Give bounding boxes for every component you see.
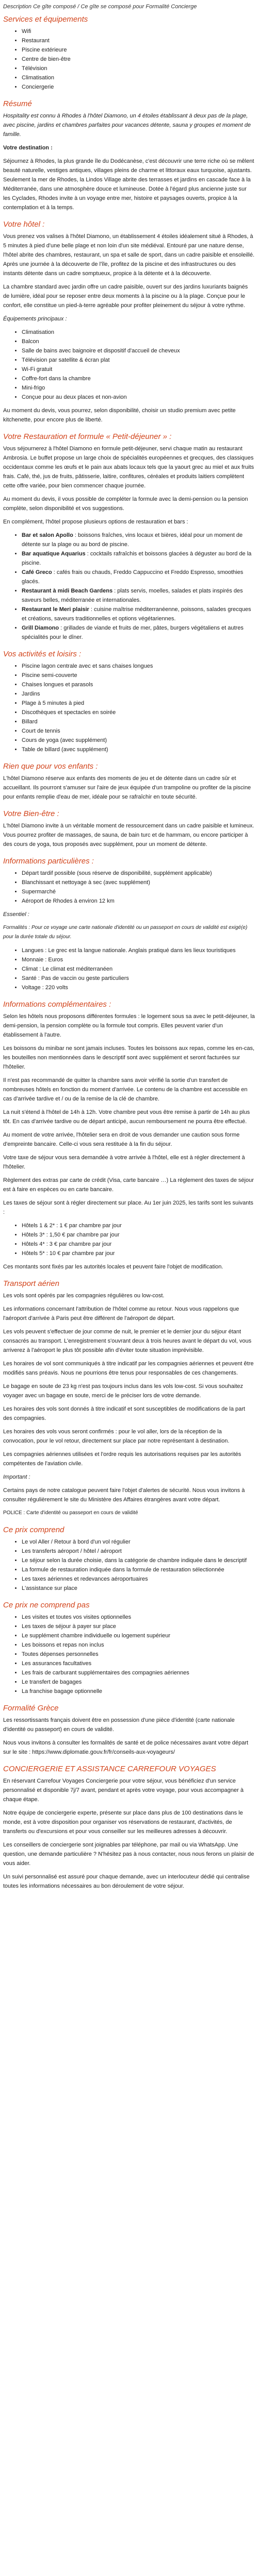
list-item: • Climat : Le climat est méditerranéen xyxy=(22,964,255,974)
conciergerie-heading: CONCIERGERIE ET ASSISTANCE CARREFOUR VOYAGES xyxy=(3,1765,216,1773)
equipment-intro: Équipements principaux : xyxy=(3,316,67,322)
list-item: • Centre de bien-être xyxy=(22,55,255,64)
transport-paragraph: Les compagnies aériennes utilisées et l'ordre requis les autorisations requises par les autorités compétentes de l'aviation civile. xyxy=(3,1451,241,1467)
complementaires-paragraph: Ces montants sont fixés par les autorités locales et peuvent faire l'objet de modification. xyxy=(3,1264,223,1270)
list-item: • Discothèques et spectacles en soirée xyxy=(22,708,255,717)
room-paragraph: La chambre standard avec jardin offre un cadre paisible, ouvert sur des jardins luxuriants baignés de lumière, idéal pour se reposer entre deux moments à la piscine ou à la plage. Conçue pour le confort, elle constitue un pied-à-terre agréable pour profiter pleinement du séjour à votre rythme. xyxy=(3,284,248,309)
complementaires-heading: Informations complémentaires : xyxy=(3,1000,111,1009)
list-item: • Salle de bains avec baignoire et dispositif d'accueil de cheveux xyxy=(22,346,255,355)
list-item: • Supermarché xyxy=(22,887,255,896)
transport-paragraph: Les horaires des vols sont donnés à titre indicatif et sont susceptibles de modifications de la part des compagnies. xyxy=(3,1406,245,1421)
list-item: • Langues : Le grec est la langue nationale. Anglais pratiqué dans les lieux touristiques xyxy=(22,946,255,955)
list-item: • Le vol Aller / Retour à bord d'un vol régulier xyxy=(22,1537,255,1547)
essentiel-label: Essentiel : xyxy=(3,911,29,918)
list-item: • Voltage : 220 volts xyxy=(22,983,255,992)
list-item: • Les taxes de séjour à payer sur place xyxy=(22,1622,255,1631)
resume-paragraph: Hospitality est connu à Rhodes à l'hôtel Diamono, un 4 étoiles établissant à deux pas de la plage, avec piscine, jardins et chambres parfaites pour vacances détente, sauna y groupes et moment de famille. xyxy=(3,113,251,138)
list-item: • Billard xyxy=(22,717,255,726)
list-item: • Plage à 5 minutes à pied xyxy=(22,699,255,708)
transport-paragraph: Les vols sont opérés par les compagnies régulières ou low-cost. xyxy=(3,1293,165,1299)
prix-ne-comprend-heading: Ce prix ne comprend pas xyxy=(3,1601,90,1609)
intro-text: Description Ce gîte composé / Ce gîte se composé pour Formalité Concierge xyxy=(3,4,197,10)
list-item: • Balcon xyxy=(22,337,255,346)
infos-heading: Informations particulières : xyxy=(3,857,94,866)
list-item: • Télévision par satellite & écran plat xyxy=(22,355,255,365)
list-item: • Santé : Pas de vaccin ou geste particuliers xyxy=(22,974,255,983)
activites-list xyxy=(3,662,255,754)
restauration-paragraph: Vous séjournerez à l'hôtel Diamono en formule petit-déjeuner, servi chaque matin au restaurant Ambrosia. Le buffet propose un large choix de spécialités européennes et grecques, des classiques occidentaux comme les œufs et le pain aux abats locaux tels que la yaourt grec au miel et aux fruits frais. Café, thé, jus de fruits, pâtisserie, laitire, confitures, céréales et produits laitiers complètent cette offre variée, pour bien commencer chaque journée. xyxy=(3,446,254,489)
list-item: • L'assistance sur place xyxy=(22,1584,255,1593)
formalite-paragraph: Nous vous invitons à consulter les formalités de santé et de police nécessaires avant votre départ sur le site : https://www.diplomatie.gouv.fr/fr/conseils-aux-voyageurs/ xyxy=(3,1740,249,1755)
important-label: Important : xyxy=(3,1474,30,1480)
destination-paragraph: Séjournez à Rhodes, la plus grande île du Dodécanèse, c'est découvrir une terre riche où se mêlent beauté naturelle, vestiges antiques, villages pleins de charme et littoraux eaux turquoise, ajustants. Seulement la mer de Rhodes, la Lindos Village abrite des terrasses et jardins en cascade face à la Méditerranée, dans une atmosphère douce et lumineuse. Dotée à l'égard plus ancienne juste sur les Cyclades, Rhodes invite à un voyage entre mer, histoire et paysages ouverts, propice à la contemplation et à la temps. xyxy=(3,158,254,211)
conciergerie-paragraph: Un suivi personnalisé est assuré pour chaque demande, avec un interlocuteur dédié qui centralise toutes les informations nécessaires au bon déroulement de votre séjour. xyxy=(3,1874,250,1889)
transport-paragraph: Le bagage en soute de 23 kg n'est pas toujours inclus dans les vols low-cost. Si vous souhaitez voyager avec un bagage en soute, merci de le préciser lors de votre demande. xyxy=(3,1383,243,1399)
list-item: • Climatisation xyxy=(22,328,255,337)
transport-paragraph: Les horaires de vol sont communiqués à titre indicatif par les compagnies aériennes et peuvent être modifiés sans préavis. Nous ne pourrions être tenus pour responsables de ces changements. xyxy=(3,1361,254,1376)
infos-list xyxy=(3,869,255,906)
restauration-paragraph: En complément, l'hôtel propose plusieurs options de restauration et bars : xyxy=(3,519,188,525)
prix-comprend-heading: Ce prix comprend xyxy=(3,1526,64,1534)
list-item: • Hôtels 4* : 3 € par chambre par jour xyxy=(22,1240,255,1249)
list-item: • Les boissons et repas non inclus xyxy=(22,1640,255,1650)
complementaires-paragraph: La nuit s'étend à l'hôtel de 14h à 12h. Votre chambre peut vous être remise à partir de 14h au plus tôt. En cas d'arrivée tardive ou de départ anticipé, aucun remboursement ne pourra être effectué. xyxy=(3,1109,250,1125)
essentiel-list xyxy=(3,946,255,992)
complementaires-paragraph: Au moment de votre arrivée, l'hôtelier sera en droit de vous demander une caution sous forme d'empreinte bancaire. Celle-ci vous sera restituée à la fin du séjour. xyxy=(3,1132,240,1147)
transport-heading: Transport aérien xyxy=(3,1279,59,1288)
resume-heading: Résumé xyxy=(3,99,32,108)
list-item: • Cours de yoga (avec supplément) xyxy=(22,736,255,745)
important-paragraph: Certains pays de notre catalogue peuvent faire l'objet d'alertes de sécurité. Nous vous invitons à consulter régulièrement le site du Ministère des Affaires étrangères avant votre départ. xyxy=(3,1487,245,1503)
list-item: • Hôtels 1 & 2* : 1 € par chambre par jour xyxy=(22,1221,255,1230)
hotel-paragraph: Vous prenez vos valises à l'hôtel Diamono, un établissement 4 étoiles idéalement situé à Rhodes, à 5 minutes à pied d'une belle plage et non loin d'un site médiéval. Entouré par une nature dense, l'hôtel abrite des chambres, restaurant, un spa et salle de sport, dans un cadre paisible et ensoleillé. Après une journée à la découverte de l'île, profitez de la piscine et des infrastructures ou des instants détente dans un cadre somptueux, propice à la détente et à la découverte. xyxy=(3,233,254,277)
prix-ne-comprend-list xyxy=(3,1613,255,1696)
list-item: • Conçue pour au deux places et non-avion xyxy=(22,393,255,402)
bienetre-paragraph: L'hôtel Diamono invite à un véritable moment de ressourcement dans un cadre paisible et lumineux. Vous pourrez profiter de massages, de sauna, de bain turc et de hammam, ou encore participer à des cours de yoga, tous proposés avec supplément, pour un moment de détente. xyxy=(3,823,254,848)
tax-list xyxy=(3,1221,255,1258)
conciergerie-paragraph: Notre équipe de conciergerie experte, présente sur place dans plus de 100 destinations dans le monde, est à votre disposition pour organiser vos réservations de restaurant, d'activités, de transferts ou d'excursions et pour vous conseiller sur les meilleures adresses à découvrir. xyxy=(3,1810,243,1835)
list-item: • Mini-frigo xyxy=(22,383,255,393)
list-item: • Wifi xyxy=(22,27,255,36)
list-item: • Piscine lagon centrale avec et sans chaises longues xyxy=(22,662,255,671)
list-item: • Piscine extérieure xyxy=(22,45,255,55)
enfants-paragraph: L'hôtel Diamono réserve aux enfants des moments de jeu et de détente dans un cadre sûr et accueillant. Ils pourront s'amuser sur l'aire de jeux équipée d'un trampoline ou profiter de la piscine pour enfants remplie d'eau de mer, idéale pour se rafraîchir en toute sécurité. xyxy=(3,775,251,800)
list-item: • Chaises longues et parasols xyxy=(22,680,255,689)
list-item: • La formule de restauration indiquée dans la formule de restauration sélectionnée xyxy=(22,1565,255,1574)
list-item: • Le transfert de bagages xyxy=(22,1677,255,1687)
list-item: • Coffre-fort dans la chambre xyxy=(22,374,255,383)
list-item: • Café Greco : cafés frais ou chauds, Freddo Cappuccino et Freddo Espresso, smoothies glacés. xyxy=(22,568,255,586)
list-item: • Court de tennis xyxy=(22,726,255,736)
services-heading: Services et équipements xyxy=(3,15,88,24)
list-item: • Wi-Fi gratuit xyxy=(22,365,255,374)
destination-label: Votre destination : xyxy=(3,145,53,151)
services-list xyxy=(3,27,255,92)
conciergerie-paragraph: Les conseillers de conciergerie sont joignables par téléphone, par mail ou via WhatsApp. Une question, une demande particulière ? N'hésitez pas à nous contacter, nous nous ferons un plaisir de vous aider. xyxy=(3,1842,254,1867)
list-item: • Le séjour selon la durée choisie, dans la catégorie de chambre indiquée dans le descriptif xyxy=(22,1556,255,1565)
list-item: • Conciergerie xyxy=(22,82,255,92)
enfants-heading: Rien que pour vos enfants : xyxy=(3,762,98,771)
list-item: • Le supplément chambre individuelle ou logement supérieur xyxy=(22,1631,255,1640)
transport-paragraph: Les informations concernant l'attribution de l'hôtel comme au retour. Nous vous rappelons que l'aéroport d'arrivée à Paris peut être différent de l'aéroport de départ. xyxy=(3,1306,239,1321)
list-item: • Table de billard (avec supplément) xyxy=(22,745,255,754)
restaurant-list xyxy=(3,531,255,642)
list-item: • Hôtels 5* : 10 € par chambre par jour xyxy=(22,1249,255,1258)
list-item: • Piscine semi-couverte xyxy=(22,671,255,680)
transport-paragraph: Les horaires des vols vous seront confirmés : pour le vol aller, lors de la réception de la convocation, pour le vol retour, directement sur place par notre représentant à destination. xyxy=(3,1429,230,1444)
list-item: • Les frais de carburant supplémentaires des compagnies aériennes xyxy=(22,1668,255,1677)
list-item: • Climatisation xyxy=(22,73,255,82)
essentiel-paragraph: Formalités : Pour ce voyage une carte nationale d'identité ou un passeport en cours de validité est exigé(e) pour la durée totale du séjour. xyxy=(3,925,248,940)
list-item: • Les assurances facultatives xyxy=(22,1659,255,1668)
list-item: • Blanchissant et nettoyage à sec (avec supplément) xyxy=(22,878,255,887)
prix-comprend-list xyxy=(3,1537,255,1593)
list-item: • Aéroport de Rhodes à environ 12 km xyxy=(22,896,255,906)
complementaires-paragraph: Les boissons du minibar ne sont jamais incluses. Toutes les boissons aux repas, comme les en-cas, les bouteilles non mentionnées dans le descriptif sont avec supplément et seront facturées sur l'hôtelier. xyxy=(3,1045,255,1070)
list-item: • Grill Diamono : grillades de viande et fruits de mer, pâtes, burgers végétaliens et autres spécialités pour le dîner. xyxy=(22,623,255,642)
list-item: • Bar aquatique Aquarius : cocktails rafraîchis et boissons glacées à déguster au bord de la piscine. xyxy=(22,549,255,568)
restauration-heading: Votre Restauration et formule « Petit-déjeuner » : xyxy=(3,432,172,441)
list-item: • Les visites et toutes vos visites optionnelles xyxy=(22,1613,255,1622)
list-item: • Hôtels 3* : 1,50 € par chambre par jour xyxy=(22,1230,255,1240)
list-item: • Toutes dépenses personnelles xyxy=(22,1650,255,1659)
formalite-paragraph: Les ressortissants français doivent être en possession d'une pièce d'identité (carte nationale d'identité ou passeport) en cours de validité. xyxy=(3,1717,235,1733)
hotel-heading: Votre hôtel : xyxy=(3,220,45,229)
complementaires-paragraph: Votre taxe de séjour vous sera demandée à votre arrivée à l'hôtel, elle est à régler directement à l'hôtelier. xyxy=(3,1155,245,1170)
list-item: • Télévision xyxy=(22,64,255,73)
list-item: • Les transferts aéroport / hôtel / aéroport xyxy=(22,1547,255,1556)
list-item: • La franchise bagage optionnelle xyxy=(22,1687,255,1696)
complementaires-paragraph: Règlement des extras par carte de crédit (Visa, carte bancaire …) La règlement des taxes de séjour est à faire en espèces ou en carte bancaire. xyxy=(3,1177,254,1193)
conciergerie-paragraph: En réservant Carrefour Voyages Conciergerie pour votre séjour, vous bénéficiez d'un service personnalisé et disponible 7j/7 avant, pendant et après votre voyage, pour vous accompagner à chaque étape. xyxy=(3,1778,244,1803)
formalite-heading: Formalité Grèce xyxy=(3,1704,59,1713)
restauration-paragraph: Au moment du devis, il vous possible de compléter la formule avec la demi-pension ou la pension complète, selon disponibilité et vos suggestions. xyxy=(3,496,248,512)
list-item: • Restaurant xyxy=(22,36,255,45)
list-item: • Les taxes aériennes et redevances aéroportuaires xyxy=(22,1574,255,1584)
list-item: • Restaurant le Meri plaisir : cuisine maîtrise méditerranéenne, poissons, salades grecques et créations, saveurs traditionnelles et options végétariennes. xyxy=(22,605,255,623)
bienetre-heading: Votre Bien-être : xyxy=(3,809,59,818)
complementaires-paragraph: Selon les hôtels nous proposons différentes formules : le logement sous sa avec le petit-déjeuner, la demi-pension, la pension complète ou la formule tout compris. Elles peuvent varier d'un établissement à l'autre. xyxy=(3,1013,255,1038)
equipment-list xyxy=(3,328,255,402)
list-item: • Restaurant à midi Beach Gardens : plats servis, moelles, salades et plats inspirés des saveurs belles, méditerranée et internationales. xyxy=(22,586,255,605)
list-item: • Monnaie : Euros xyxy=(22,955,255,964)
complementaires-paragraph: Les taxes de séjour sont à régler directement sur place. Au 1er juin 2025, les tarifs sont les suivants : xyxy=(3,1200,253,1215)
activites-heading: Vos activités et loisirs : xyxy=(3,650,82,658)
police-paragraph: POLICE : Carte d'identité ou passeport en cours de validité xyxy=(3,1510,138,1516)
list-item: • Bar et salon Apollo : boissons fraîches, vins locaux et bières, idéal pour un moment de détente sur la plage ou au bord de piscine. xyxy=(22,531,255,549)
list-item: • Jardins xyxy=(22,689,255,699)
premium-paragraph: Au moment du devis, vous pourrez, selon disponibilité, choisir un studio premium avec petite kitchenette, pour encore plus de liberté. xyxy=(3,408,236,423)
transport-paragraph: Les vols peuvent s'effectuer de jour comme de nuit, le premier et le dernier jour du séjour étant consacrés au transport. L'enregistrement s'ouvrant deux à trois heures avant le départ du vol, vous arriverez à l'aéroport le plus tôt possible afin d'éviter toute situation imprévisible. xyxy=(3,1329,252,1353)
complementaires-paragraph: Il n'est pas recommandé de quitter la chambre sans avoir vérifié la sortie d'un transfert de nombreuses hôtels en fonction du moment d'arrivée. Le contenu de la chambre est accessible en cas d'arrivée tardive et / ou de la remise de la clé de chambre. xyxy=(3,1077,248,1102)
list-item: • Départ tardif possible (sous réserve de disponibilité, supplément applicable) xyxy=(22,869,255,878)
